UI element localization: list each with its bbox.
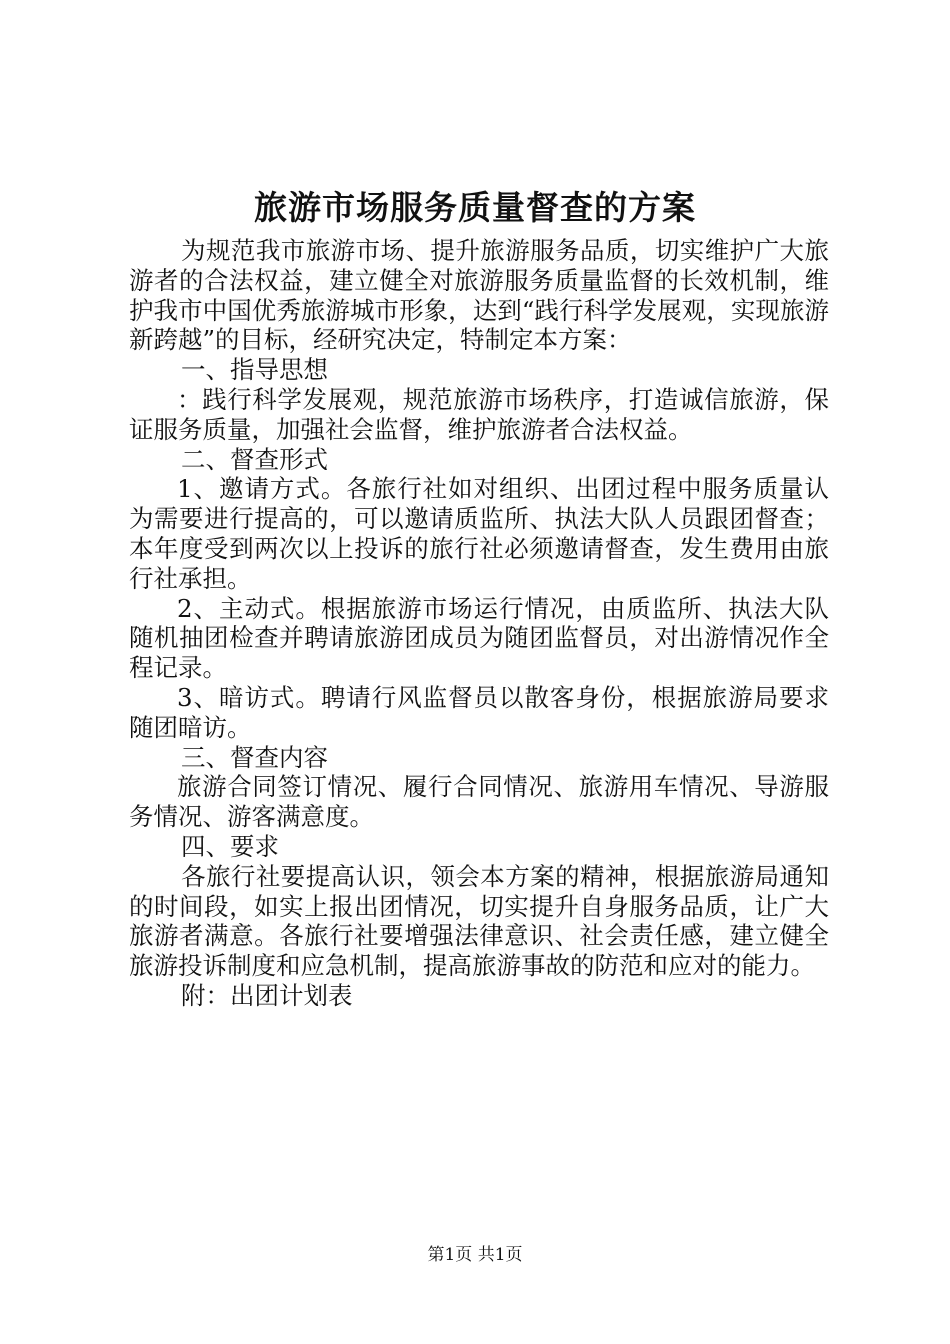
section-heading-requirements: 四、要求 bbox=[181, 831, 279, 861]
document-body bbox=[129, 236, 829, 1011]
inspection-form-item-2: 2、主动式。根据旅游市场运行情况，由质监所、执法大队随机抽团检查并聘请旅游团成员为随团监督员，对出游情况作全程记录。 bbox=[129, 593, 829, 683]
inspection-form-item-3: 3、暗访式。聘请行风监督员以散客身份，根据旅游局要求随团暗访。 bbox=[129, 682, 829, 742]
section-heading-inspection-form: 二、督查形式 bbox=[181, 444, 328, 474]
section-heading-inspection-content: 三、督查内容 bbox=[181, 742, 328, 772]
inspection-form-item-1: 1、邀请方式。各旅行社如对组织、出团过程中服务质量认为需要进行提高的，可以邀请质监所、执法大队人员跟团督查；本年度受到两次以上投诉的旅行社必须邀请督查，发生费用由旅行社承担。 bbox=[129, 474, 829, 593]
inspection-content-paragraph: 旅游合同签订情况、履行合同情况、旅游用车情况、导游服务情况、游客满意度。 bbox=[129, 772, 829, 832]
guiding-thought-paragraph: ：践行科学发展观，规范旅游市场秩序，打造诚信旅游，保证服务质量，加强社会监督，维护旅游者合法权益。 bbox=[129, 384, 829, 444]
page-footer: 第1页 共1页 bbox=[427, 1245, 523, 1265]
intro-paragraph: 为规范我市旅游市场、提升旅游服务品质，切实维护广大旅游者的合法权益，建立健全对旅游服务质量监督的长效机制，维护我市中国优秀旅游城市形象，达到“践行科学发展观，实现旅游新跨越”的目标，经研究决定，特制定本方案： bbox=[129, 236, 829, 355]
attachment-line: 附：出团计划表 bbox=[181, 980, 353, 1010]
section-heading-guiding-thought: 一、指导思想 bbox=[181, 355, 328, 385]
document-title: 旅游市场服务质量督查的方案 bbox=[254, 188, 696, 227]
requirements-paragraph: 各旅行社要提高认识，领会本方案的精神，根据旅游局通知的时间段，如实上报出团情况，切实提升自身服务品质，让广大旅游者满意。各旅行社要增强法律意识、社会责任感，建立健全旅游投诉制度和应急机制，提高旅游事故的防范和应对的能力。 bbox=[129, 861, 829, 981]
